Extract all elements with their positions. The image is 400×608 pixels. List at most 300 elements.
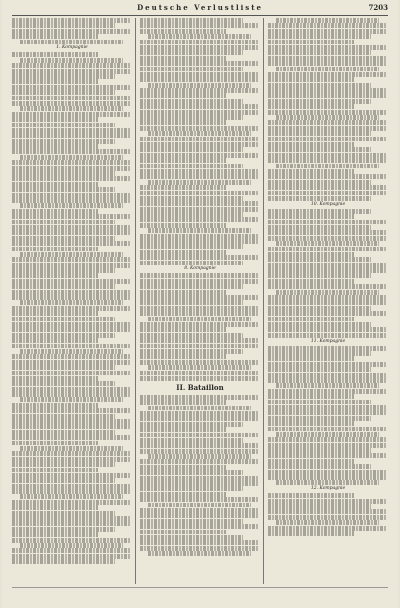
list-entry: [20, 349, 123, 354]
list-entry: [268, 459, 354, 464]
list-entry: [140, 196, 243, 201]
page-number: 7203: [368, 3, 388, 12]
list-entry: [140, 273, 258, 278]
list-entry: [268, 214, 354, 219]
list-entry: [268, 209, 371, 214]
list-entry: [268, 515, 386, 520]
list-entry: [268, 99, 371, 104]
list-entry: [140, 470, 243, 475]
list-entry: [20, 106, 123, 111]
list-entry: [268, 263, 386, 268]
list-entry: [12, 468, 98, 473]
list-entry: [12, 505, 98, 510]
list-entry: [148, 228, 251, 233]
list-entry: [268, 362, 386, 367]
list-entry: [140, 250, 226, 255]
list-entry: [12, 387, 130, 392]
list-entry: [140, 290, 226, 295]
list-entry: [140, 360, 258, 365]
list-entry: [268, 230, 386, 235]
list-entry: [12, 23, 115, 28]
list-entry: [268, 142, 354, 147]
list-entry: [268, 56, 386, 61]
list-entry: [12, 225, 130, 230]
list-entry: [140, 255, 258, 260]
list-entry: [140, 153, 258, 158]
list-entry: [268, 394, 354, 399]
list-entry: [12, 101, 130, 106]
list-entry: [148, 503, 251, 508]
list-entry: [12, 532, 98, 537]
list-entry: [12, 90, 115, 95]
list-entry: [20, 494, 123, 499]
list-entry: [140, 239, 258, 244]
list-entry: [140, 295, 258, 300]
list-entry: [268, 317, 354, 322]
list-entry: [140, 174, 258, 179]
columns: [12, 18, 388, 584]
list-entry: [12, 478, 115, 483]
list-entry: [12, 511, 115, 516]
list-entry: [268, 333, 386, 338]
subhead: 1. Kompagnie: [56, 45, 88, 51]
list-entry: [12, 327, 130, 332]
list-entry: [140, 40, 258, 45]
list-entry: [12, 112, 130, 117]
list-entry: [268, 493, 354, 498]
list-entry: [268, 279, 354, 284]
list-entry: [268, 405, 386, 410]
list-entry: [12, 457, 130, 462]
list-entry: [12, 198, 130, 203]
list-entry: [140, 115, 243, 120]
list-entry: [268, 526, 386, 531]
list-entry: [140, 492, 226, 497]
list-entry: [12, 247, 98, 252]
subhead: 8. Kompagnie: [184, 266, 216, 272]
list-entry: [268, 77, 354, 82]
list-entry: [268, 295, 386, 300]
list-entry: [268, 509, 386, 514]
list-entry: [140, 147, 243, 152]
list-entry: [268, 351, 371, 356]
page-title: Deutsche Verlustliste: [137, 3, 263, 12]
list-entry: [12, 171, 115, 176]
list-entry: [12, 462, 115, 467]
list-entry: [140, 137, 258, 142]
list-entry: [20, 155, 123, 160]
list-entry: [12, 128, 130, 133]
list-entry: [268, 373, 386, 378]
list-entry: [140, 61, 258, 66]
list-entry: [268, 40, 354, 45]
list-entry: [12, 548, 130, 553]
list-entry: [268, 300, 386, 305]
list-entry: [140, 459, 258, 464]
list-entry: [276, 241, 379, 246]
list-entry: [140, 306, 258, 311]
list-entry: [12, 63, 130, 68]
list-entry: [268, 531, 354, 536]
list-entry: [268, 50, 371, 55]
list-entry: [12, 117, 98, 122]
list-entry: [12, 133, 130, 138]
list-entry: [12, 538, 130, 543]
list-entry: [140, 99, 243, 104]
list-entry: [268, 131, 371, 136]
list-entry: [268, 252, 354, 257]
list-entry: [140, 67, 243, 72]
list-entry: [268, 327, 386, 332]
list-entry: [12, 96, 130, 101]
list-entry: [12, 220, 115, 225]
list-entry: [12, 451, 130, 456]
list-entry: [268, 443, 386, 448]
list-entry: [140, 191, 258, 196]
list-entry: [140, 93, 226, 98]
list-entry: [276, 290, 379, 295]
list-entry: [268, 421, 354, 426]
list-entry: [12, 435, 130, 440]
list-entry: [148, 406, 251, 411]
footer-rule: [12, 587, 388, 588]
list-entry: [140, 400, 226, 405]
list-entry: [12, 193, 130, 198]
list-entry: [268, 400, 371, 405]
list-entry: [140, 327, 226, 332]
list-entry: [140, 427, 226, 432]
list-entry: [140, 50, 243, 55]
list-entry: [276, 520, 379, 525]
list-entry: [140, 546, 258, 551]
column-1: [12, 18, 132, 584]
list-entry: [140, 158, 226, 163]
list-entry: [12, 18, 130, 23]
list-entry: [140, 395, 258, 400]
list-entry: [140, 486, 243, 491]
list-entry: [140, 212, 243, 217]
list-entry: [268, 367, 371, 372]
list-entry: [140, 18, 243, 23]
list-entry: [140, 201, 258, 206]
list-entry: [268, 437, 386, 442]
list-entry: [12, 419, 130, 424]
list-entry: [20, 543, 123, 548]
list-entry: [12, 139, 115, 144]
list-entry: [12, 489, 130, 494]
list-entry: [268, 104, 354, 109]
list-entry: [268, 120, 386, 125]
list-entry: [12, 236, 115, 241]
list-entry: [140, 524, 258, 529]
list-entry: [12, 311, 98, 316]
list-entry: [268, 34, 371, 39]
list-entry: [140, 261, 243, 266]
list-entry: [268, 284, 386, 289]
list-entry: [140, 438, 243, 443]
list-entry: [140, 217, 258, 222]
list-entry: [268, 153, 386, 158]
list-entry: [12, 333, 115, 338]
list-entry: [12, 187, 115, 192]
list-entry: [268, 236, 386, 241]
subhead: 12. Kompagnie: [310, 486, 346, 492]
subhead: 10. Kompagnie: [310, 201, 346, 207]
list-entry: [12, 263, 130, 268]
list-entry: [140, 416, 258, 421]
list-entry: [268, 356, 354, 361]
list-entry: [140, 476, 258, 481]
list-entry: [140, 110, 258, 115]
list-entry: [268, 88, 386, 93]
list-entry: [140, 185, 226, 190]
list-entry: [12, 527, 115, 532]
column-3: [268, 18, 388, 584]
list-entry: [268, 137, 386, 142]
list-entry: [140, 433, 258, 438]
list-entry: [140, 311, 258, 316]
list-entry: [268, 504, 371, 509]
list-entry: [12, 371, 130, 376]
list-entry: [140, 45, 258, 50]
list-entry: [12, 69, 130, 74]
list-entry: [148, 180, 251, 185]
list-entry: [20, 58, 123, 63]
list-entry: [148, 551, 251, 556]
list-entry: [140, 120, 226, 125]
list-entry: [268, 389, 386, 394]
list-entry: [12, 559, 115, 564]
list-entry: [268, 464, 371, 469]
list-entry: [140, 535, 243, 540]
list-entry: [20, 300, 123, 305]
list-entry: [148, 34, 251, 39]
list-entry: [268, 158, 386, 163]
list-entry: [268, 29, 386, 34]
list-entry: [12, 257, 130, 262]
list-entry: [268, 126, 386, 131]
list-entry: [140, 481, 258, 486]
list-entry: [140, 376, 258, 381]
list-entry: [12, 230, 130, 235]
list-entry: [20, 446, 123, 451]
list-entry: [140, 284, 243, 289]
list-entry: [140, 354, 226, 359]
list-entry: [276, 432, 379, 437]
list-entry: [140, 508, 258, 513]
list-entry: [12, 295, 130, 300]
list-entry: [140, 77, 258, 82]
list-entry: [268, 311, 386, 316]
list-entry: [268, 448, 371, 453]
list-entry: [268, 410, 386, 415]
list-entry: [12, 317, 115, 322]
list-entry: [140, 72, 258, 77]
list-entry: [12, 166, 130, 171]
list-entry: [276, 480, 379, 485]
list-entry: [268, 247, 386, 252]
list-entry: [268, 110, 386, 115]
list-entry: [12, 381, 115, 386]
list-entry: [140, 88, 258, 93]
list-entry: [268, 174, 386, 179]
list-entry: [12, 29, 130, 34]
list-entry: [268, 61, 386, 66]
list-entry: [268, 322, 371, 327]
list-entry: [268, 220, 386, 225]
list-entry: [268, 257, 371, 262]
list-entry: [12, 473, 130, 478]
list-entry: [12, 403, 98, 408]
list-entry: [148, 131, 251, 136]
list-entry: [268, 169, 354, 174]
list-entry: [12, 516, 130, 521]
list-entry: [20, 397, 123, 402]
newspaper-page: [2, 0, 398, 608]
list-entry: [12, 209, 98, 214]
list-entry: [12, 160, 130, 165]
list-entry: [140, 449, 258, 454]
list-entry: [12, 430, 115, 435]
list-entry: [140, 513, 258, 518]
list-entry: [140, 300, 243, 305]
list-entry: [12, 123, 115, 128]
list-entry: [12, 521, 130, 526]
list-entry: [268, 225, 371, 230]
list-entry: [276, 18, 379, 23]
list-entry: [20, 252, 123, 257]
list-entry: [268, 83, 371, 88]
list-entry: [20, 40, 123, 45]
list-entry: [268, 196, 371, 201]
list-entry: [140, 29, 226, 34]
list-entry: [268, 93, 386, 98]
list-entry: [268, 180, 371, 185]
list-entry: [12, 214, 130, 219]
list-entry: [12, 500, 130, 505]
list-entry: [140, 333, 243, 338]
list-entry: [140, 223, 226, 228]
list-entry: [140, 349, 243, 354]
list-entry: [268, 23, 386, 28]
subhead: 11. Kompagnie: [310, 338, 346, 344]
list-entry: [12, 306, 130, 311]
list-entry: [268, 191, 386, 196]
list-entry: [12, 290, 130, 295]
page-header: [12, 3, 388, 16]
list-entry: [268, 273, 371, 278]
list-entry: [12, 554, 130, 559]
column-2: [140, 18, 260, 584]
list-entry: [140, 371, 258, 376]
list-entry: [140, 23, 258, 28]
list-entry: [12, 441, 98, 446]
list-entry: [148, 454, 251, 459]
list-entry: [12, 34, 98, 39]
list-entry: [12, 354, 130, 359]
list-entry: [12, 392, 130, 397]
list-entry: [268, 470, 386, 475]
list-entry: [12, 149, 130, 154]
list-entry: [12, 52, 98, 57]
list-entry: [140, 207, 258, 212]
list-entry: [268, 378, 386, 383]
list-entry: [268, 499, 386, 504]
list-entry: [268, 306, 371, 311]
list-entry: [140, 126, 258, 131]
list-entry: [268, 427, 386, 432]
list-entry: [268, 453, 386, 458]
list-entry: [12, 344, 130, 349]
list-entry: [268, 346, 386, 351]
list-entry: [12, 484, 130, 489]
list-entry: [268, 147, 371, 152]
list-entry: [140, 142, 258, 147]
list-entry: [12, 268, 115, 273]
list-entry: [12, 241, 130, 246]
list-entry: [12, 414, 115, 419]
list-entry: [140, 497, 258, 502]
list-entry: [20, 203, 123, 208]
list-entry: [12, 408, 130, 413]
list-entry: [140, 164, 243, 169]
list-entry: [268, 416, 371, 421]
list-entry: [12, 360, 130, 365]
list-entry: [12, 338, 98, 343]
list-entry: [276, 164, 379, 169]
list-entry: [140, 422, 243, 427]
list-entry: [140, 322, 258, 327]
list-entry: [140, 104, 258, 109]
list-entry: [140, 465, 226, 470]
list-entry: [268, 475, 386, 480]
list-entry: [268, 72, 386, 77]
list-entry: [12, 322, 130, 327]
list-entry: [148, 365, 251, 370]
list-entry: [276, 383, 379, 388]
list-entry: [12, 279, 130, 284]
list-entry: [140, 519, 243, 524]
list-entry: [268, 185, 386, 190]
list-entry: [140, 56, 226, 61]
list-entry: [12, 79, 98, 84]
list-entry: [140, 443, 258, 448]
list-entry: [140, 530, 226, 535]
list-entry: [12, 144, 98, 149]
list-entry: [12, 424, 130, 429]
list-entry: [12, 376, 98, 381]
list-entry: [140, 169, 258, 174]
list-entry: [140, 540, 258, 545]
list-entry: [140, 338, 258, 343]
list-entry: [12, 182, 98, 187]
list-entry: [148, 317, 251, 322]
section-title: II. Bataillon: [176, 382, 224, 392]
list-entry: [148, 83, 251, 88]
list-entry: [140, 344, 258, 349]
list-entry: [12, 365, 115, 370]
list-entry: [276, 115, 379, 120]
list-entry: [140, 234, 258, 239]
list-entry: [12, 85, 130, 90]
list-entry: [12, 284, 115, 289]
list-entry: [12, 74, 115, 79]
list-entry: [12, 176, 130, 181]
list-entry: [12, 273, 98, 278]
list-entry: [140, 244, 243, 249]
list-entry: [268, 45, 386, 50]
list-entry: [140, 411, 258, 416]
